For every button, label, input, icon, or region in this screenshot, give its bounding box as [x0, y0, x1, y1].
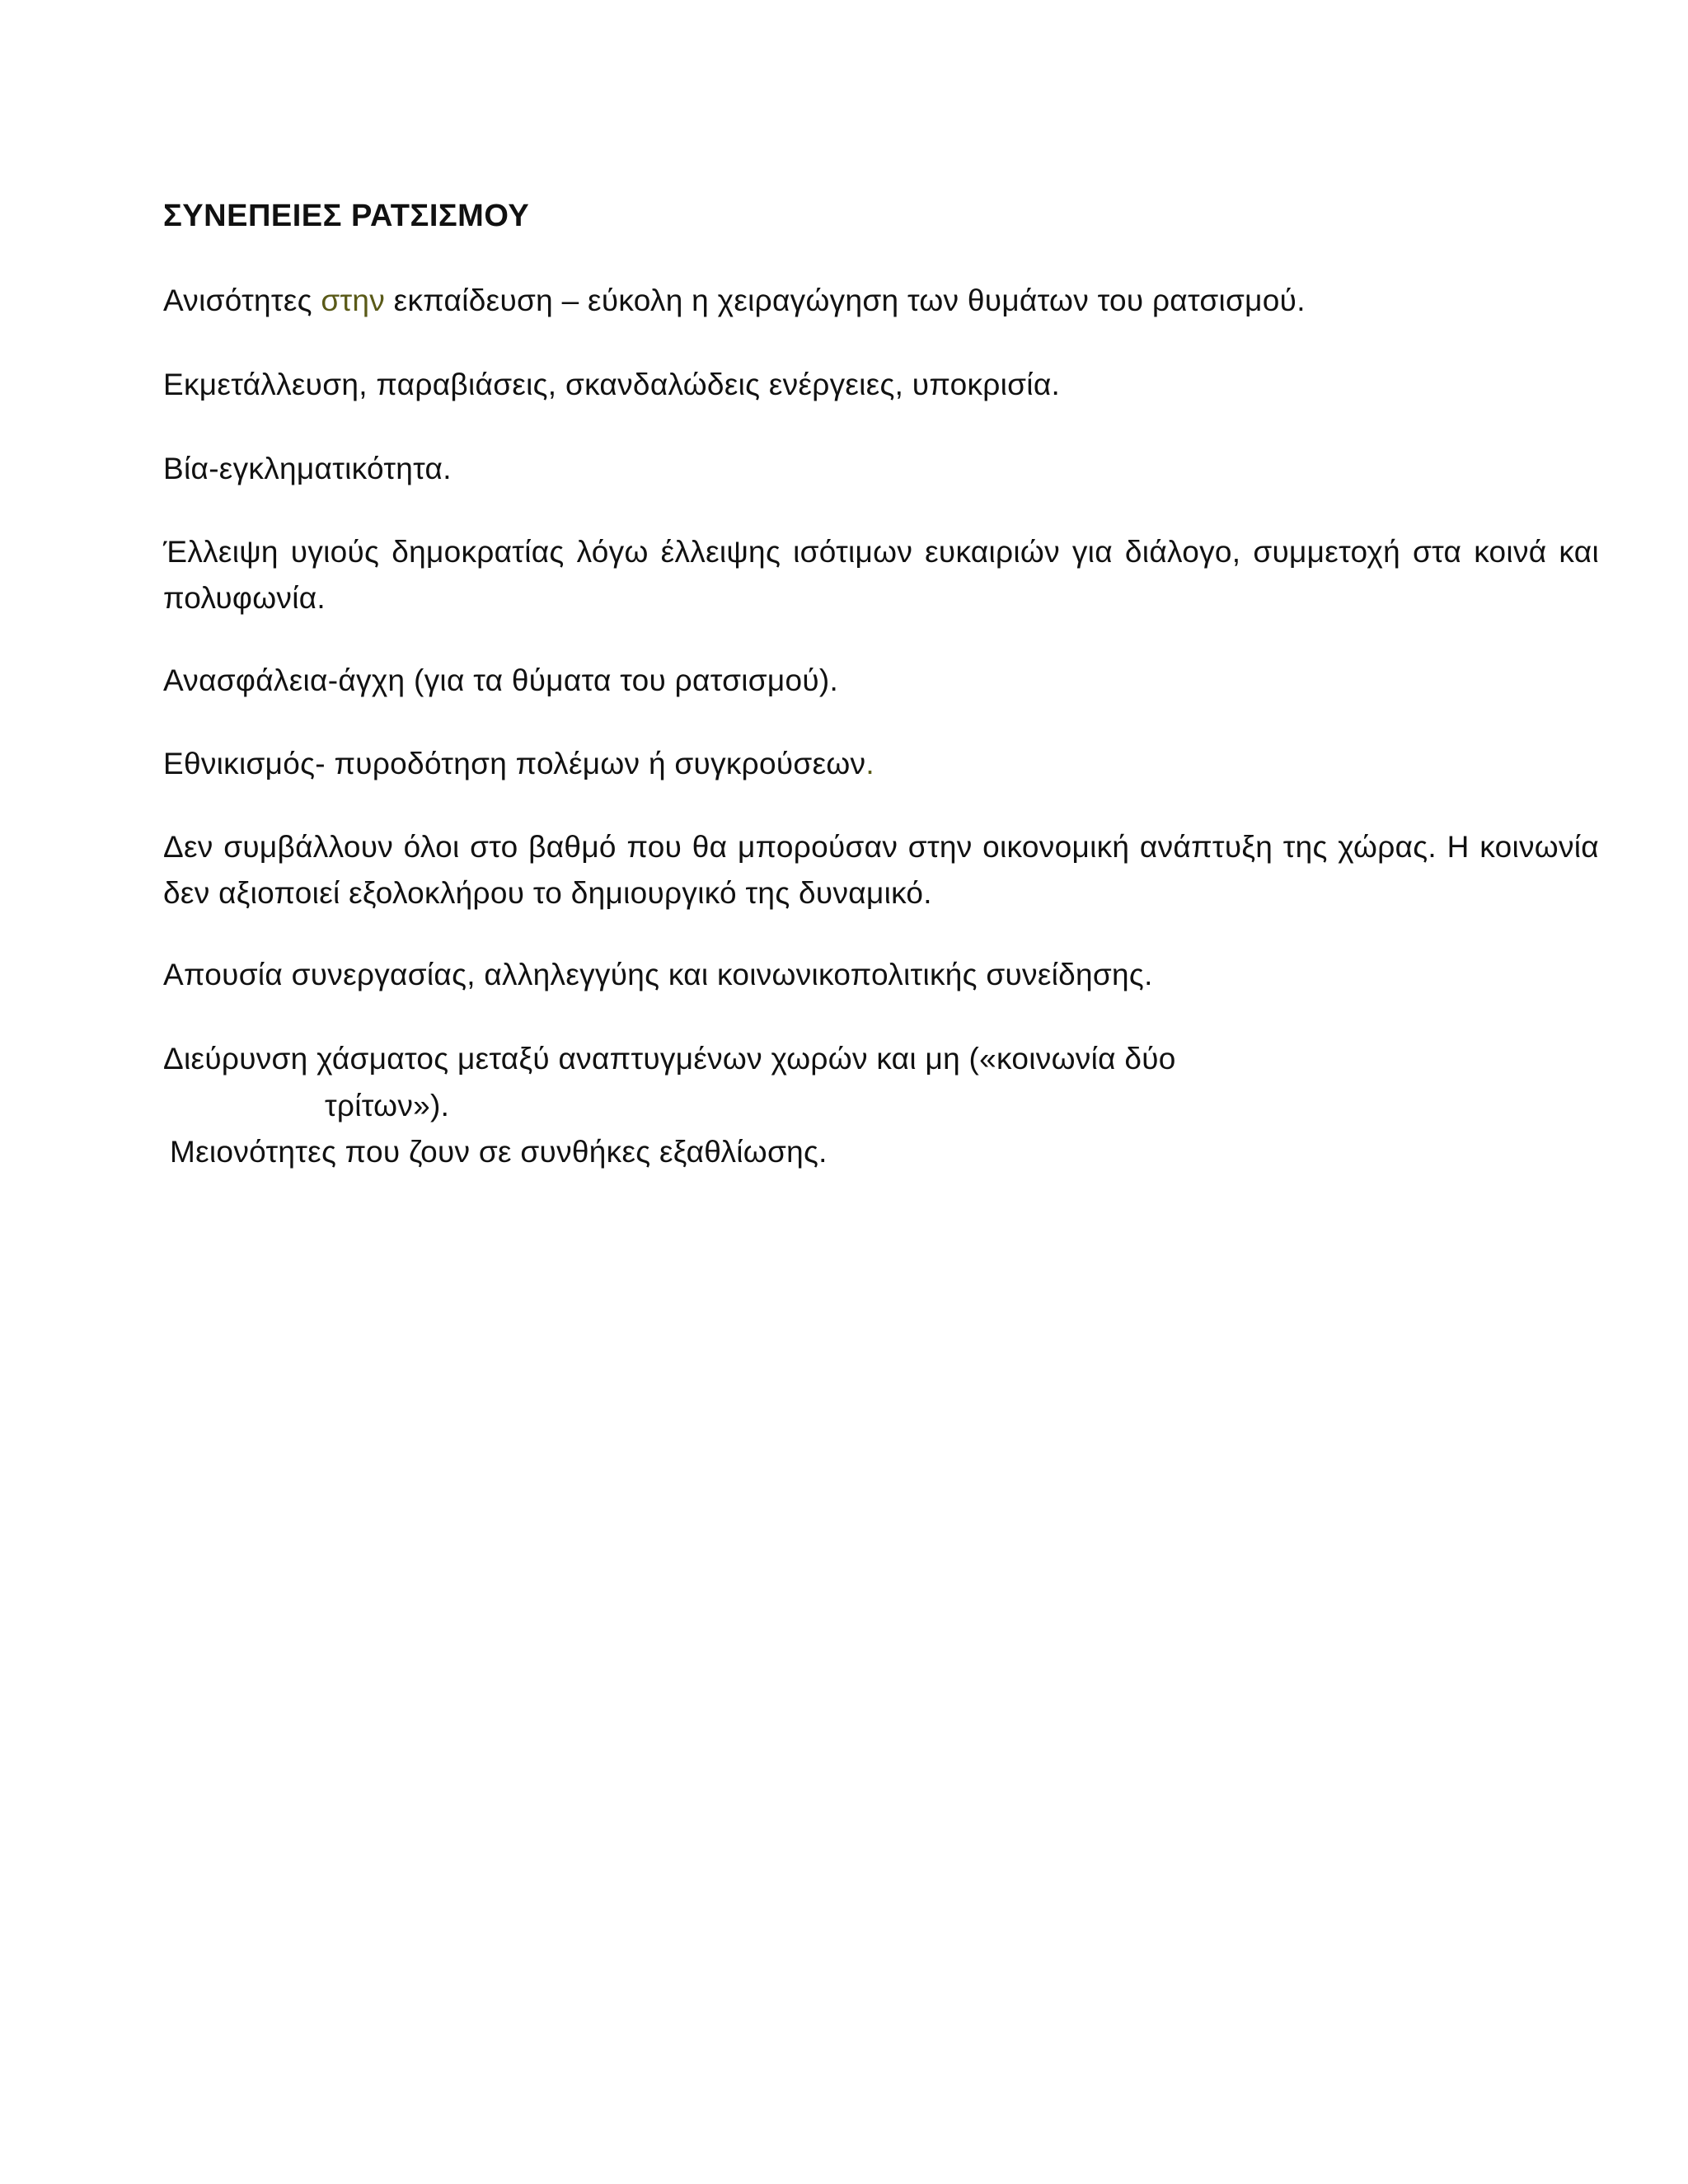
paragraph-economy: Δεν συμβάλλουν όλοι στο βαθμό που θα μπορούσαν στην οικονομική ανάπτυξη της χώρας. Η κοινωνία δεν αξιοποιεί εξολοκλήρου το δημιουργικό της δυναμικό.	[163, 830, 1599, 910]
paragraph-insecurity: Ανασφάλεια-άγχη (για τα θύματα του ρατσισμού).	[163, 663, 839, 697]
paragraph-nationalism	[163, 741, 1599, 787]
paragraph-period: .	[865, 747, 874, 780]
paragraph-violence: Βία-εγκληματικότητα.	[163, 452, 452, 485]
paragraph-gap-line1: Διεύρυνση χάσματος μεταξύ αναπτυγμένων χωρών και μη («κοινωνία δύο	[163, 1042, 1176, 1076]
paragraph-democracy: Έλλειψη υγιούς δημοκρατίας λόγω έλλειψης ισότιμων ευκαιριών για διάλογο, συμμετοχή στα κοινά και πολυφωνία.	[163, 535, 1599, 615]
paragraph-education-inequality	[163, 278, 1599, 324]
highlighted-word: στην	[321, 284, 386, 317]
page-title: ΣΥΝΕΠΕΙΕΣ ΡΑΤΣΙΣΜΟΥ	[163, 199, 530, 233]
paragraph-text: εκπαίδευση – εύκολη η χειραγώγηση των θυμάτων του ρατσισμού.	[385, 284, 1306, 317]
paragraph-text: Εθνικισμός- πυροδότηση πολέμων ή συγκρούσεων	[163, 747, 866, 780]
paragraph-exploitation: Εκμετάλλευση, παραβιάσεις, σκανδαλώδεις ενέργειες, υποκρισία.	[163, 368, 1061, 401]
paragraph-minorities: Μειονότητες που ζουν σε συνθήκες εξαθλίωσης.	[170, 1135, 828, 1169]
paragraph-solidarity: Απουσία συνεργασίας, αλληλεγγύης και κοινωνικοπολιτικής συνείδησης.	[163, 958, 1153, 991]
paragraph-gap-line2: τρίτων»).	[325, 1089, 450, 1122]
paragraph-text: Ανισότητες	[163, 284, 321, 317]
